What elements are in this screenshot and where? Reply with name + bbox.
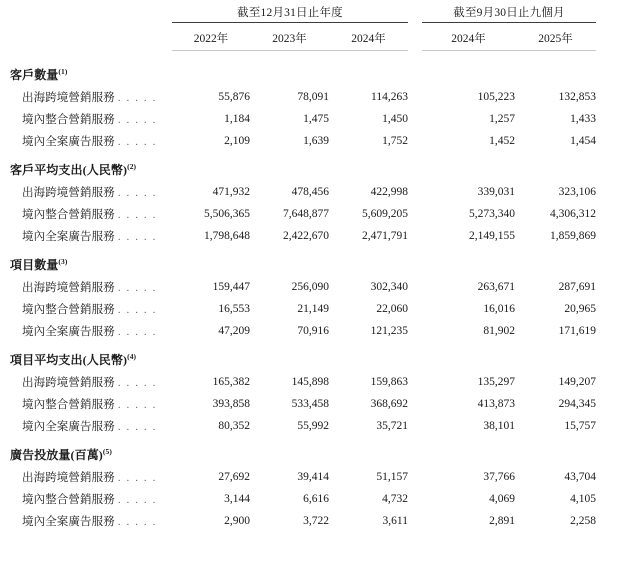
table-row — [0, 276, 640, 298]
cell-2022: 80,352 — [218, 420, 250, 432]
corner-cell — [0, 0, 172, 23]
row-label: 境內全案廣告服務 — [22, 231, 115, 243]
leader-dots: . . . . . — [117, 136, 157, 148]
cell-2022: 165,382 — [212, 376, 250, 388]
cell-2023: 70,916 — [297, 325, 329, 337]
right-pad — [596, 393, 640, 415]
leader-dots: . . . . . — [117, 472, 157, 484]
right-pad — [596, 488, 640, 510]
cell-2024-annual: 2,471,791 — [362, 230, 408, 242]
leader-dots: . . . . . — [117, 187, 157, 199]
row-label: 境內全案廣告服務 — [22, 136, 115, 148]
cell-2022: 471,932 — [212, 186, 250, 198]
column-header-2024-annual: 2024年 — [329, 23, 408, 51]
right-pad — [596, 371, 640, 393]
row-label: 出海跨境營銷服務 — [22, 282, 115, 294]
group-gap — [408, 298, 422, 320]
section-heading-label: 廣告投放量(百萬) — [10, 448, 103, 462]
cell-2025-nine-months: 4,105 — [570, 493, 597, 505]
group-gap — [408, 466, 422, 488]
cell-2025-nine-months: 15,757 — [564, 420, 597, 432]
right-pad — [596, 415, 640, 437]
row-label: 境內整合營銷服務 — [22, 114, 115, 126]
row-label-cell — [0, 203, 172, 225]
section-heading — [0, 437, 640, 466]
row-label: 出海跨境營銷服務 — [22, 92, 115, 104]
cell-2023: 78,091 — [297, 91, 329, 103]
column-group-nine-months: 截至9月30日止九個月 — [422, 0, 596, 23]
row-label-cell — [0, 371, 172, 393]
table-row — [0, 225, 640, 247]
cell-2024-nine-months: 37,766 — [483, 471, 515, 483]
cell-2024-nine-months: 2,149,155 — [469, 230, 515, 242]
row-label-cell — [0, 488, 172, 510]
cell-2022: 2,109 — [224, 135, 250, 147]
leader-dots: . . . . . — [117, 304, 157, 316]
cell-2022: 393,858 — [212, 398, 250, 410]
cell-2024-nine-months: 38,101 — [483, 420, 515, 432]
right-pad — [596, 276, 640, 298]
table-row — [0, 203, 640, 225]
column-header-2023: 2023年 — [250, 23, 329, 51]
section-heading-row — [0, 342, 640, 371]
table-row — [0, 320, 640, 342]
cell-2022: 47,209 — [218, 325, 250, 337]
group-gap — [408, 130, 422, 152]
table-row — [0, 415, 640, 437]
cell-2024-annual: 422,998 — [370, 186, 408, 198]
table-row — [0, 86, 640, 108]
right-pad — [596, 298, 640, 320]
cell-2024-nine-months: 5,273,340 — [469, 208, 515, 220]
leader-dots: . . . . . — [117, 231, 157, 243]
leader-dots: . . . . . — [117, 399, 157, 411]
cell-2025-nine-months: 149,207 — [558, 376, 597, 388]
cell-2024-nine-months: 263,671 — [477, 281, 515, 293]
row-label: 出海跨境營銷服務 — [22, 187, 115, 199]
column-header-2024-nine-months: 2024年 — [422, 23, 515, 51]
row-label: 境內整合營銷服務 — [22, 209, 115, 221]
leader-dots: . . . . . — [117, 114, 157, 126]
group-gap — [408, 415, 422, 437]
cell-2024-nine-months: 1,257 — [489, 113, 515, 125]
section-heading-row — [0, 247, 640, 276]
section-footnote-marker: (4) — [127, 352, 137, 361]
column-group-header-row — [0, 0, 640, 23]
cell-2022: 16,553 — [218, 303, 250, 315]
cell-2024-nine-months: 1,452 — [489, 135, 515, 147]
cell-2025-nine-months: 132,853 — [558, 91, 597, 103]
cell-2023: 7,648,877 — [283, 208, 329, 220]
cell-2025-nine-months: 2,258 — [570, 515, 597, 527]
cell-2024-nine-months: 81,902 — [483, 325, 515, 337]
cell-2023: 2,422,670 — [283, 230, 329, 242]
group-gap — [408, 393, 422, 415]
group-gap — [408, 86, 422, 108]
row-label-cell — [0, 86, 172, 108]
section-heading-row — [0, 437, 640, 466]
row-label-cell — [0, 108, 172, 130]
section-heading-label: 客戶平均支出(人民幣) — [10, 163, 128, 177]
cell-2024-annual: 5,609,205 — [362, 208, 408, 220]
cell-2024-annual: 35,721 — [376, 420, 408, 432]
table-row — [0, 130, 640, 152]
group-gap — [408, 203, 422, 225]
cell-2025-nine-months: 43,704 — [564, 471, 597, 483]
cell-2022: 1,184 — [224, 113, 250, 125]
row-label-cell — [0, 466, 172, 488]
row-label-cell — [0, 276, 172, 298]
right-pad — [596, 320, 640, 342]
cell-2022: 2,900 — [224, 515, 250, 527]
right-pad — [596, 466, 640, 488]
cell-2023: 55,992 — [297, 420, 329, 432]
cell-2024-annual: 114,263 — [371, 91, 408, 103]
table-row — [0, 181, 640, 203]
row-label-cell — [0, 130, 172, 152]
table-row — [0, 393, 640, 415]
column-group-annual: 截至12月31日止年度 — [172, 0, 408, 23]
cell-2024-nine-months: 339,031 — [477, 186, 515, 198]
section-heading — [0, 247, 640, 276]
section-heading-row — [0, 62, 640, 86]
cell-2024-nine-months: 4,069 — [489, 493, 515, 505]
cell-2024-annual: 368,692 — [370, 398, 408, 410]
row-label: 境內全案廣告服務 — [22, 516, 115, 528]
cell-2024-annual: 3,611 — [382, 515, 408, 527]
cell-2023: 478,456 — [291, 186, 329, 198]
right-pad — [596, 130, 640, 152]
leader-dots: . . . . . — [117, 421, 157, 433]
row-label: 境內全案廣告服務 — [22, 421, 115, 433]
right-pad — [596, 203, 640, 225]
label-header-cell — [0, 23, 172, 51]
row-label-cell — [0, 510, 172, 532]
row-label: 境內全案廣告服務 — [22, 326, 115, 338]
section-heading — [0, 62, 640, 86]
row-label: 境內整合營銷服務 — [22, 399, 115, 411]
cell-2023: 145,898 — [291, 376, 329, 388]
leader-dots: . . . . . — [117, 282, 157, 294]
cell-2024-nine-months: 16,016 — [483, 303, 515, 315]
cell-2023: 533,458 — [291, 398, 329, 410]
section-heading-label: 客戶數量 — [10, 68, 59, 82]
cell-2024-annual: 121,235 — [370, 325, 408, 337]
row-label-cell — [0, 181, 172, 203]
cell-2025-nine-months: 1,433 — [570, 113, 597, 125]
row-label: 境內整合營銷服務 — [22, 304, 115, 316]
row-label-cell — [0, 320, 172, 342]
cell-2024-annual: 22,060 — [376, 303, 408, 315]
group-gap — [408, 108, 422, 130]
cell-2024-annual: 1,752 — [382, 135, 408, 147]
right-pad — [596, 510, 640, 532]
cell-2025-nine-months: 171,619 — [558, 325, 597, 337]
group-gap — [408, 510, 422, 532]
cell-2023: 39,414 — [297, 471, 329, 483]
section-heading-row — [0, 152, 640, 181]
group-gap — [408, 488, 422, 510]
cell-2024-annual: 51,157 — [376, 471, 408, 483]
cell-2023: 6,616 — [303, 493, 329, 505]
cell-2024-annual: 302,340 — [370, 281, 408, 293]
table-row — [0, 371, 640, 393]
table-row — [0, 466, 640, 488]
row-label: 出海跨境營銷服務 — [22, 377, 115, 389]
leader-dots: . . . . . — [117, 377, 157, 389]
right-pad — [596, 108, 640, 130]
group-gap — [408, 371, 422, 393]
cell-2024-nine-months: 135,297 — [477, 376, 515, 388]
row-label: 出海跨境營銷服務 — [22, 472, 115, 484]
cell-2023: 1,475 — [303, 113, 329, 125]
cell-2022: 1,798,648 — [204, 230, 250, 242]
cell-2024-nine-months: 2,891 — [489, 515, 515, 527]
cell-2023: 256,090 — [291, 281, 329, 293]
row-label-cell — [0, 393, 172, 415]
table-row — [0, 298, 640, 320]
cell-2024-annual: 159,863 — [370, 376, 408, 388]
cell-2022: 159,447 — [212, 281, 250, 293]
group-gap — [408, 0, 422, 23]
cell-2025-nine-months: 294,345 — [558, 398, 597, 410]
cell-2025-nine-months: 323,106 — [558, 186, 597, 198]
row-label-cell — [0, 415, 172, 437]
column-header-row — [0, 23, 640, 51]
leader-dots: . . . . . — [117, 92, 157, 104]
table-row — [0, 510, 640, 532]
cell-2023: 21,149 — [297, 303, 329, 315]
cell-2022: 55,876 — [218, 91, 250, 103]
cell-2024-annual: 4,732 — [382, 493, 408, 505]
group-gap — [408, 276, 422, 298]
cell-2023: 3,722 — [303, 515, 329, 527]
right-pad — [596, 86, 640, 108]
cell-2023: 1,639 — [303, 135, 329, 147]
leader-dots: . . . . . — [117, 326, 157, 338]
section-footnote-marker: (2) — [127, 162, 137, 171]
section-heading — [0, 342, 640, 371]
leader-dots: . . . . . — [117, 516, 157, 528]
cell-2025-nine-months: 1,859,869 — [550, 230, 597, 242]
section-heading-label: 項目數量 — [10, 258, 59, 272]
cell-2024-annual: 1,450 — [382, 113, 408, 125]
group-gap — [408, 320, 422, 342]
right-pad — [596, 181, 640, 203]
cell-2025-nine-months: 4,306,312 — [550, 208, 597, 220]
row-label-cell — [0, 225, 172, 247]
cell-2022: 5,506,365 — [204, 208, 250, 220]
column-header-2025-nine-months: 2025年 — [515, 23, 596, 51]
cell-2022: 3,144 — [224, 493, 250, 505]
cell-2024-nine-months: 105,223 — [477, 91, 515, 103]
group-gap — [408, 225, 422, 247]
cell-2024-nine-months: 413,873 — [477, 398, 515, 410]
table-row — [0, 488, 640, 510]
right-pad — [596, 0, 640, 23]
row-label: 境內整合營銷服務 — [22, 494, 115, 506]
table-row — [0, 108, 640, 130]
right-pad — [596, 225, 640, 247]
leader-dots: . . . . . — [117, 209, 157, 221]
header-spacer — [0, 51, 640, 63]
section-footnote-marker: (1) — [58, 67, 68, 76]
cell-2025-nine-months: 287,691 — [558, 281, 597, 293]
section-footnote-marker: (3) — [58, 257, 68, 266]
group-gap — [408, 181, 422, 203]
cell-2025-nine-months: 1,454 — [570, 135, 597, 147]
section-heading-label: 項目平均支出(人民幣) — [10, 353, 128, 367]
row-label-cell — [0, 298, 172, 320]
right-pad — [596, 23, 640, 51]
group-gap — [408, 23, 422, 51]
cell-2025-nine-months: 20,965 — [564, 303, 597, 315]
section-footnote-marker: (5) — [102, 447, 112, 456]
section-heading — [0, 152, 640, 181]
leader-dots: . . . . . — [117, 494, 157, 506]
cell-2022: 27,692 — [218, 471, 250, 483]
column-header-2022: 2022年 — [172, 23, 250, 51]
